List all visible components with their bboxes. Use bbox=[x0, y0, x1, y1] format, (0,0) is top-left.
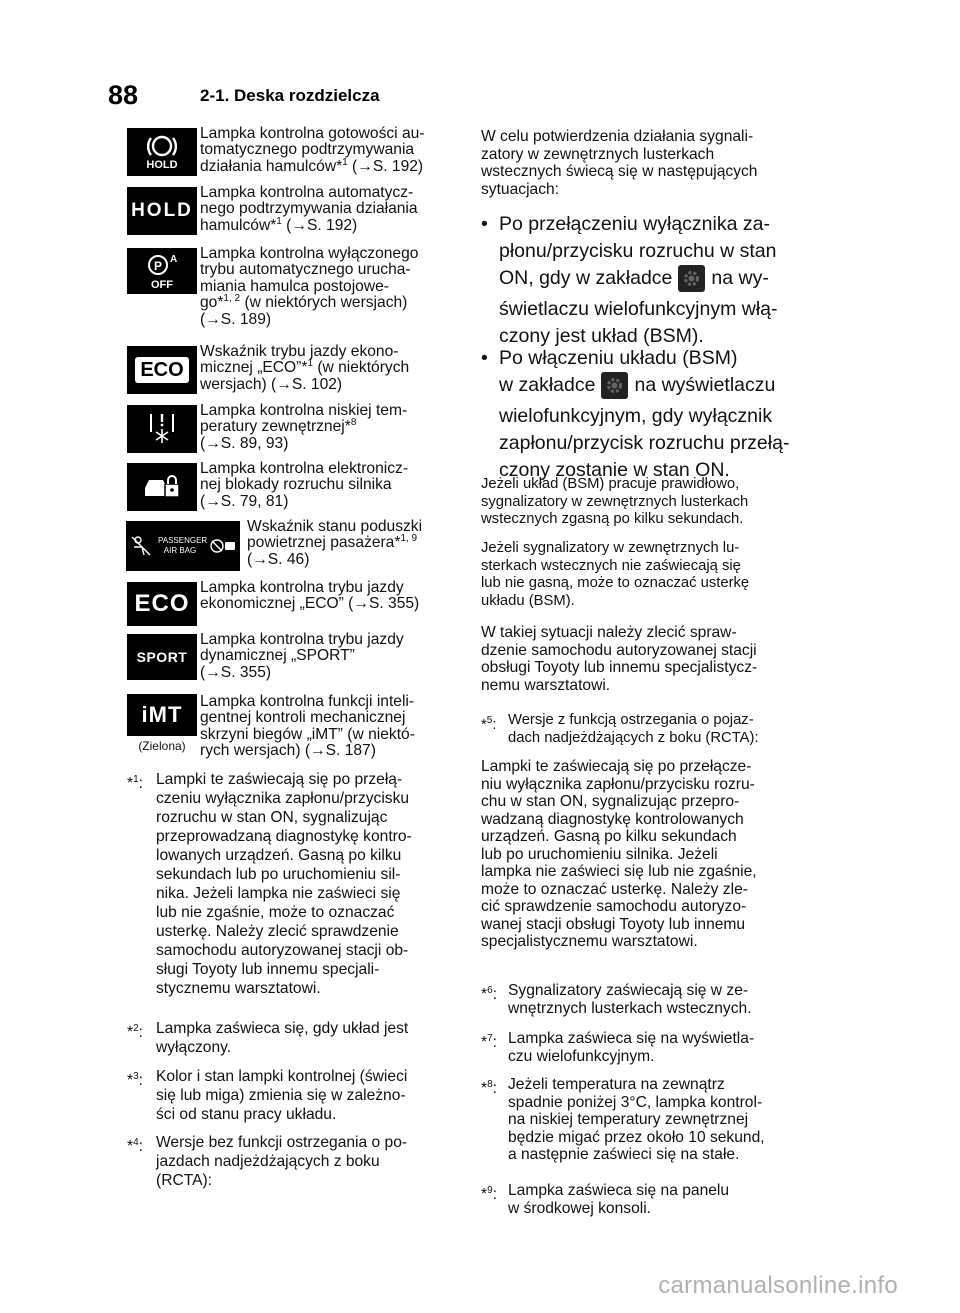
indicator-description: Lampka kontrolna elektronicz- nej blokady rozruchu silnika (→S. 79, 81) bbox=[200, 460, 409, 510]
indicator-description: Lampka kontrolna trybu jazdy ekonomicznej „ECO” (→S. 355) bbox=[200, 579, 420, 613]
indicator-description: Lampka kontrolna funkcji inteli- gentnej kontroli mechanicznej skrzyni biegów „iMT” (w niektó- rych wersjach) (→S. 187) bbox=[200, 693, 415, 760]
hold-brake-icon bbox=[127, 128, 197, 176]
parking-brake-auto-off-icon bbox=[127, 248, 197, 294]
footnote: *$^6$: Sygnalizatory zaświecają się w ze- wnętrznych lusterkach wstecznych. bbox=[481, 982, 752, 1017]
footnote: *$^2$: Lampka zaświeca się, gdy układ jest wyłączony. bbox=[127, 1020, 409, 1056]
hold-label: HOLD bbox=[146, 158, 178, 171]
indicator-description: Lampka kontrolna gotowości au- tomatycznego podtrzymywania działania hamulców*$^1$ (→S. 192) bbox=[200, 125, 425, 175]
page-number: 88 bbox=[108, 80, 139, 110]
footnote: *$^7$: Lampka zaświeca się na wyświetla- czu wielofunkcyjnym. bbox=[481, 1030, 755, 1065]
off-label: OFF bbox=[151, 279, 173, 291]
paragraph: Jeżeli sygnalizatory w zewnętrznych lu- sterkach wstecznych nie zaświecają się lub nie gasną, może to oznaczać usterkę układu (BSM). bbox=[481, 540, 750, 609]
footnote: *$^9$: Lampka zaświeca się na panelu w środkowej konsoli. bbox=[481, 1182, 730, 1217]
settings-gear-icon bbox=[678, 265, 705, 292]
indicator-description: Wskaźnik stanu poduszki powietrznej pasażera*$^{1, 9}$ (→S. 46) bbox=[247, 518, 423, 568]
indicator-description: Wskaźnik trybu jazdy ekono- micznej „ECO”*$^1$ (w niektórych wersjach) (→S. 102) bbox=[200, 343, 410, 393]
immobilizer-icon bbox=[127, 463, 197, 511]
hold-text-icon bbox=[127, 187, 197, 235]
footnote: *$^5$: Wersje z funkcją ostrzegania o pojaz- dach nadjeżdżających z boku (RCTA): bbox=[481, 712, 759, 746]
bullet-item: • Po włączeniu układu (BSM) w zakładce na wyświetlaczu wielofunkcyjnym, gdy wyłącznik zapłonu/przycisk rozruchu przełą- czony zostanie w stan ON. bbox=[481, 347, 790, 481]
paragraph: W takiej sytuacji należy zlecić spraw- dzenie samochodu autoryzowanej stacji obsługi Toyoty lub innemu specjalistycz- nemu warsztatowi. bbox=[481, 624, 758, 694]
passenger-airbag-icon: PASSENGER AIR BAG bbox=[126, 521, 240, 571]
low-outside-temperature-icon bbox=[127, 405, 197, 453]
indicator-description: Lampka kontrolna niskiej tem- peratury zewnętrznej*$^8$ (→S. 89, 93) bbox=[200, 402, 408, 452]
intro-paragraph: W celu potwierdzenia działania sygnali- zatory w zewnętrznych lusterkach wstecznych świecą się w następujących sytuacjach: bbox=[481, 128, 758, 198]
footnote: *$^4$: Wersje bez funkcji ostrzegania o po- jazdach nadjeżdżających z boku (RCTA): bbox=[127, 1134, 408, 1189]
svg-text:A: A bbox=[170, 254, 178, 265]
indicator-description: Lampka kontrolna trybu jazdy dynamicznej „SPORT” (→S. 355) bbox=[200, 631, 404, 681]
footnote: *$^1$: Lampki te zaświecają się po przełą- czeniu wyłącznika zapłonu/przycisku rozruchu w stan ON, sygnalizując przeprowadzaną diagnostykę kontro- lowanych urządzeń. Gasną po kilku sekundach lub po uruchomieniu sil- nika. Jeżeli lampka nie zaświeci się lub nie zgaśnie, może to oznaczać usterkę. Należy zlecić sprawdzenie samochodu autoryzowanej stacji ob- sługi Toyoty lub innemu specjali- stycznemu warsztatowi. bbox=[127, 771, 412, 997]
icon-caption: (Zielona) bbox=[138, 739, 186, 753]
bullet-item: • Po przełączeniu wyłącznika za- płonu/przycisku rozruchu w stan ON, gdy w zakładce na wy- świetlaczu wielofunkcyjnym włą- czony jest układ (BSM). bbox=[481, 213, 778, 347]
paragraph: Lampki te zaświecają się po przełącze- niu wyłącznika zapłonu/przycisku rozru- chu w stan ON, sygnalizując przepro- wadzaną diagnostykę kontrolowanych urządzeń. Gasną po kilku sekundach lub po uruchomieniu silnika. Jeżeli lampka nie zaświeci się lub nie zgaśnie, może to oznaczać usterkę. Należy zle- cić sprawdzenie samochodu autoryzo- wanej stacji obsługi Toyoty lub innemu specjalistycznemu warsztatowi. bbox=[481, 758, 757, 950]
svg-text:P: P bbox=[154, 259, 163, 273]
footnote: *$^8$: Jeżeli temperatura na zewnątrz spadnie poniżej 3°C, lampka kontrol- na niskiej temperatury zewnętrznej będzie migać przez około 10 sekund, a następnie zaświeci się na stałe. bbox=[481, 1076, 765, 1163]
imt-icon: iMT bbox=[127, 694, 197, 736]
section-title: 2-1. Deska rozdzielcza bbox=[200, 86, 380, 105]
watermark: carmanualsonline.info bbox=[658, 1272, 898, 1299]
indicator-description: Lampka kontrolna wyłączonego trybu automatycznego urucha- miania hamulca postojowe- go*$^{1, 2}$ (w niektórych wersjach) (→S. 189) bbox=[200, 245, 419, 328]
indicator-description: Lampka kontrolna automatycz- nego podtrzymywania działania hamulców*$^1$ (→S. 192) bbox=[200, 184, 418, 234]
paragraph: Jeżeli układ (BSM) pracuje prawidłowo, sygnalizatory w zewnętrznych lusterkach wstecznych zgasną po kilku sekundach. bbox=[481, 476, 749, 527]
hold-text-label: HOLD bbox=[131, 200, 193, 221]
settings-gear-icon bbox=[601, 372, 628, 399]
eco-mode-icon: ECO bbox=[127, 582, 197, 626]
footnote: *$^3$: Kolor i stan lampki kontrolnej (świeci się lub miga) zmienia się w zależno- ści od stanu pracy układu. bbox=[127, 1068, 408, 1123]
eco-drive-indicator-icon: ECO bbox=[127, 346, 197, 394]
sport-mode-icon: SPORT bbox=[127, 634, 197, 680]
